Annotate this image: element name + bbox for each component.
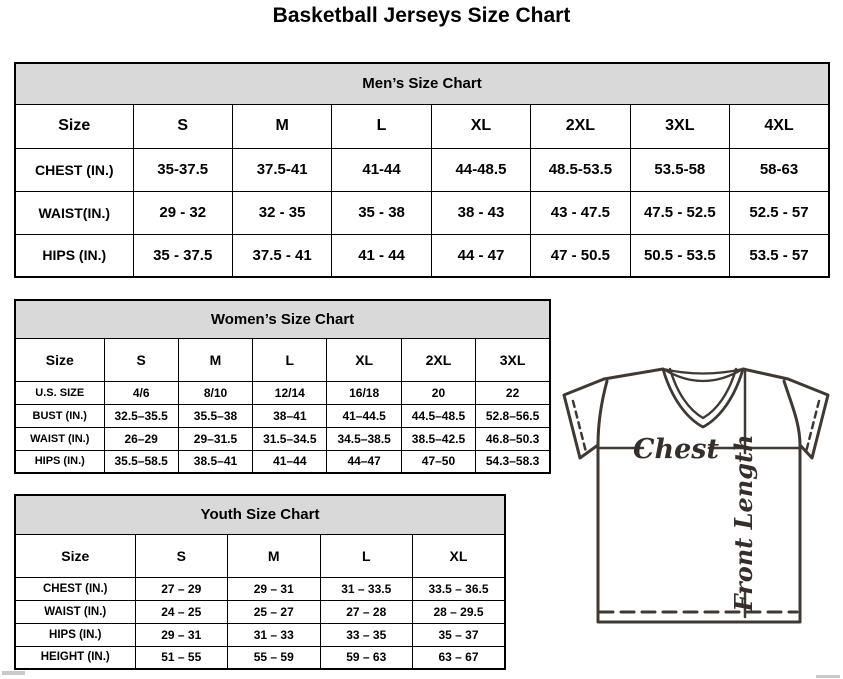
size-value-cell: 38 - 43	[431, 191, 530, 234]
front-length-label: Front Length	[729, 434, 758, 612]
size-value-cell: 58-63	[730, 148, 829, 191]
size-value-cell: 29–31.5	[178, 427, 252, 450]
size-column-header: L	[253, 338, 327, 381]
size-corner-header: Size	[15, 104, 133, 148]
table-title-row	[15, 63, 829, 104]
size-value-cell: 27 – 28	[320, 600, 413, 623]
table-row	[15, 191, 829, 234]
size-value-cell: 31 – 33.5	[320, 577, 413, 600]
table-row	[15, 148, 829, 191]
size-column-header: 2XL	[531, 104, 630, 148]
size-column-header: M	[232, 104, 331, 148]
size-value-cell: 50.5 - 53.5	[630, 234, 729, 277]
size-value-cell: 27 – 29	[135, 577, 228, 600]
table-title-row	[15, 300, 550, 338]
size-column-header: 3XL	[630, 104, 729, 148]
size-value-cell: 51 – 55	[135, 646, 228, 669]
size-value-cell: 38.5–41	[178, 450, 252, 473]
size-value-cell: 44-48.5	[431, 148, 530, 191]
size-value-cell: 47.5 - 52.5	[630, 191, 729, 234]
table-row	[15, 381, 550, 404]
size-value-cell: 53.5 - 57	[730, 234, 829, 277]
size-column-header: 4XL	[730, 104, 829, 148]
jersey-measurement-diagram	[560, 365, 832, 627]
size-header-row	[15, 104, 829, 148]
measurement-row-label: CHEST (IN.)	[15, 577, 135, 600]
size-value-cell: 8/10	[178, 381, 252, 404]
size-value-cell: 41-44	[332, 148, 431, 191]
size-value-cell: 35 – 37	[413, 623, 506, 646]
size-column-header: S	[135, 534, 228, 577]
size-column-header: XL	[327, 338, 401, 381]
table-row	[15, 623, 505, 646]
size-column-header: XL	[431, 104, 530, 148]
jersey-left-armhole	[598, 381, 607, 445]
measurement-row-label: WAIST(IN.)	[15, 191, 133, 234]
size-column-header: XL	[413, 534, 506, 577]
size-value-cell: 41–44.5	[327, 404, 401, 427]
measurement-row-label: HIPS (IN.)	[15, 450, 104, 473]
size-column-header: 2XL	[401, 338, 475, 381]
size-value-cell: 33.5 – 36.5	[413, 577, 506, 600]
size-value-cell: 48.5-53.5	[531, 148, 630, 191]
jersey-torso	[598, 445, 800, 622]
youth-size-chart-table	[14, 494, 506, 670]
measurement-row-label: WAIST (IN.)	[15, 427, 104, 450]
size-value-cell: 31 – 33	[228, 623, 321, 646]
measurement-row-label: HEIGHT (IN.)	[15, 646, 135, 669]
size-column-header: S	[104, 338, 178, 381]
size-corner-header: Size	[15, 534, 135, 577]
size-header-row	[15, 338, 550, 381]
size-value-cell: 41 - 44	[332, 234, 431, 277]
size-value-cell: 16/18	[327, 381, 401, 404]
collar-back-arc-upper	[663, 369, 743, 374]
measurement-row-label: WAIST (IN.)	[15, 600, 135, 623]
scrollbar-thumb-left[interactable]	[2, 671, 25, 675]
size-value-cell: 35-37.5	[133, 148, 232, 191]
table-title: Women’s Size Chart	[15, 300, 550, 338]
table-row	[15, 450, 550, 473]
table-row	[15, 234, 829, 277]
size-value-cell: 35 - 37.5	[133, 234, 232, 277]
size-value-cell: 31.5–34.5	[253, 427, 327, 450]
size-value-cell: 20	[401, 381, 475, 404]
size-value-cell: 55 – 59	[228, 646, 321, 669]
size-column-header: S	[133, 104, 232, 148]
size-value-cell: 29 – 31	[228, 577, 321, 600]
size-value-cell: 4/6	[104, 381, 178, 404]
table-title: Men’s Size Chart	[15, 63, 829, 104]
size-value-cell: 63 – 67	[413, 646, 506, 669]
right-cuff-dashed-line	[806, 401, 819, 452]
size-value-cell: 22	[476, 381, 550, 404]
table-row	[15, 646, 505, 669]
scrollbar-thumb-right[interactable]	[816, 675, 840, 678]
size-value-cell: 35 - 38	[332, 191, 431, 234]
measurement-row-label: CHEST (IN.)	[15, 148, 133, 191]
womens-size-chart-table	[14, 299, 551, 474]
size-value-cell: 44 - 47	[431, 234, 530, 277]
size-value-cell: 29 - 32	[133, 191, 232, 234]
measurement-row-label: HIPS (IN.)	[15, 623, 135, 646]
size-value-cell: 33 – 35	[320, 623, 413, 646]
size-header-row	[15, 534, 505, 577]
jersey-right-armhole	[784, 381, 800, 445]
size-value-cell: 32 - 35	[232, 191, 331, 234]
size-value-cell: 32.5–35.5	[104, 404, 178, 427]
size-value-cell: 29 – 31	[135, 623, 228, 646]
size-value-cell: 26–29	[104, 427, 178, 450]
size-value-cell: 53.5-58	[630, 148, 729, 191]
size-value-cell: 52.8–56.5	[476, 404, 550, 427]
chest-label: Chest	[633, 434, 719, 465]
size-value-cell: 38.5–42.5	[401, 427, 475, 450]
size-value-cell: 43 - 47.5	[531, 191, 630, 234]
size-value-cell: 25 – 27	[228, 600, 321, 623]
mens-size-chart-table	[14, 62, 830, 278]
size-column-header: 3XL	[476, 338, 550, 381]
size-value-cell: 41–44	[253, 450, 327, 473]
table-row	[15, 577, 505, 600]
size-value-cell: 24 – 25	[135, 600, 228, 623]
left-cuff-dashed-line	[573, 401, 586, 452]
size-value-cell: 44.5–48.5	[401, 404, 475, 427]
size-value-cell: 37.5-41	[232, 148, 331, 191]
size-value-cell: 47–50	[401, 450, 475, 473]
measurement-row-label: HIPS (IN.)	[15, 234, 133, 277]
table-title-row	[15, 495, 505, 534]
size-value-cell: 54.3–58.3	[476, 450, 550, 473]
table-row	[15, 427, 550, 450]
size-value-cell: 38–41	[253, 404, 327, 427]
table-row	[15, 600, 505, 623]
size-value-cell: 47 - 50.5	[531, 234, 630, 277]
size-value-cell: 12/14	[253, 381, 327, 404]
size-value-cell: 35.5–58.5	[104, 450, 178, 473]
size-value-cell: 46.8–50.3	[476, 427, 550, 450]
measurement-row-label: U.S. SIZE	[15, 381, 104, 404]
size-value-cell: 35.5–38	[178, 404, 252, 427]
size-value-cell: 34.5–38.5	[327, 427, 401, 450]
size-value-cell: 52.5 - 57	[730, 191, 829, 234]
size-column-header: M	[178, 338, 252, 381]
table-title: Youth Size Chart	[15, 495, 505, 534]
size-value-cell: 28 – 29.5	[413, 600, 506, 623]
size-value-cell: 44–47	[327, 450, 401, 473]
jersey-left-shoulder	[604, 369, 663, 379]
size-value-cell: 59 – 63	[320, 646, 413, 669]
table-row	[15, 404, 550, 427]
size-column-header: M	[228, 534, 321, 577]
size-column-header: L	[320, 534, 413, 577]
size-corner-header: Size	[15, 338, 104, 381]
jersey-outline-drawing	[560, 365, 832, 627]
page-title: Basketball Jerseys Size Chart	[272, 4, 571, 27]
jersey-right-shoulder	[743, 369, 788, 379]
size-column-header: L	[332, 104, 431, 148]
measurement-row-label: BUST (IN.)	[15, 404, 104, 427]
size-value-cell: 37.5 - 41	[232, 234, 331, 277]
